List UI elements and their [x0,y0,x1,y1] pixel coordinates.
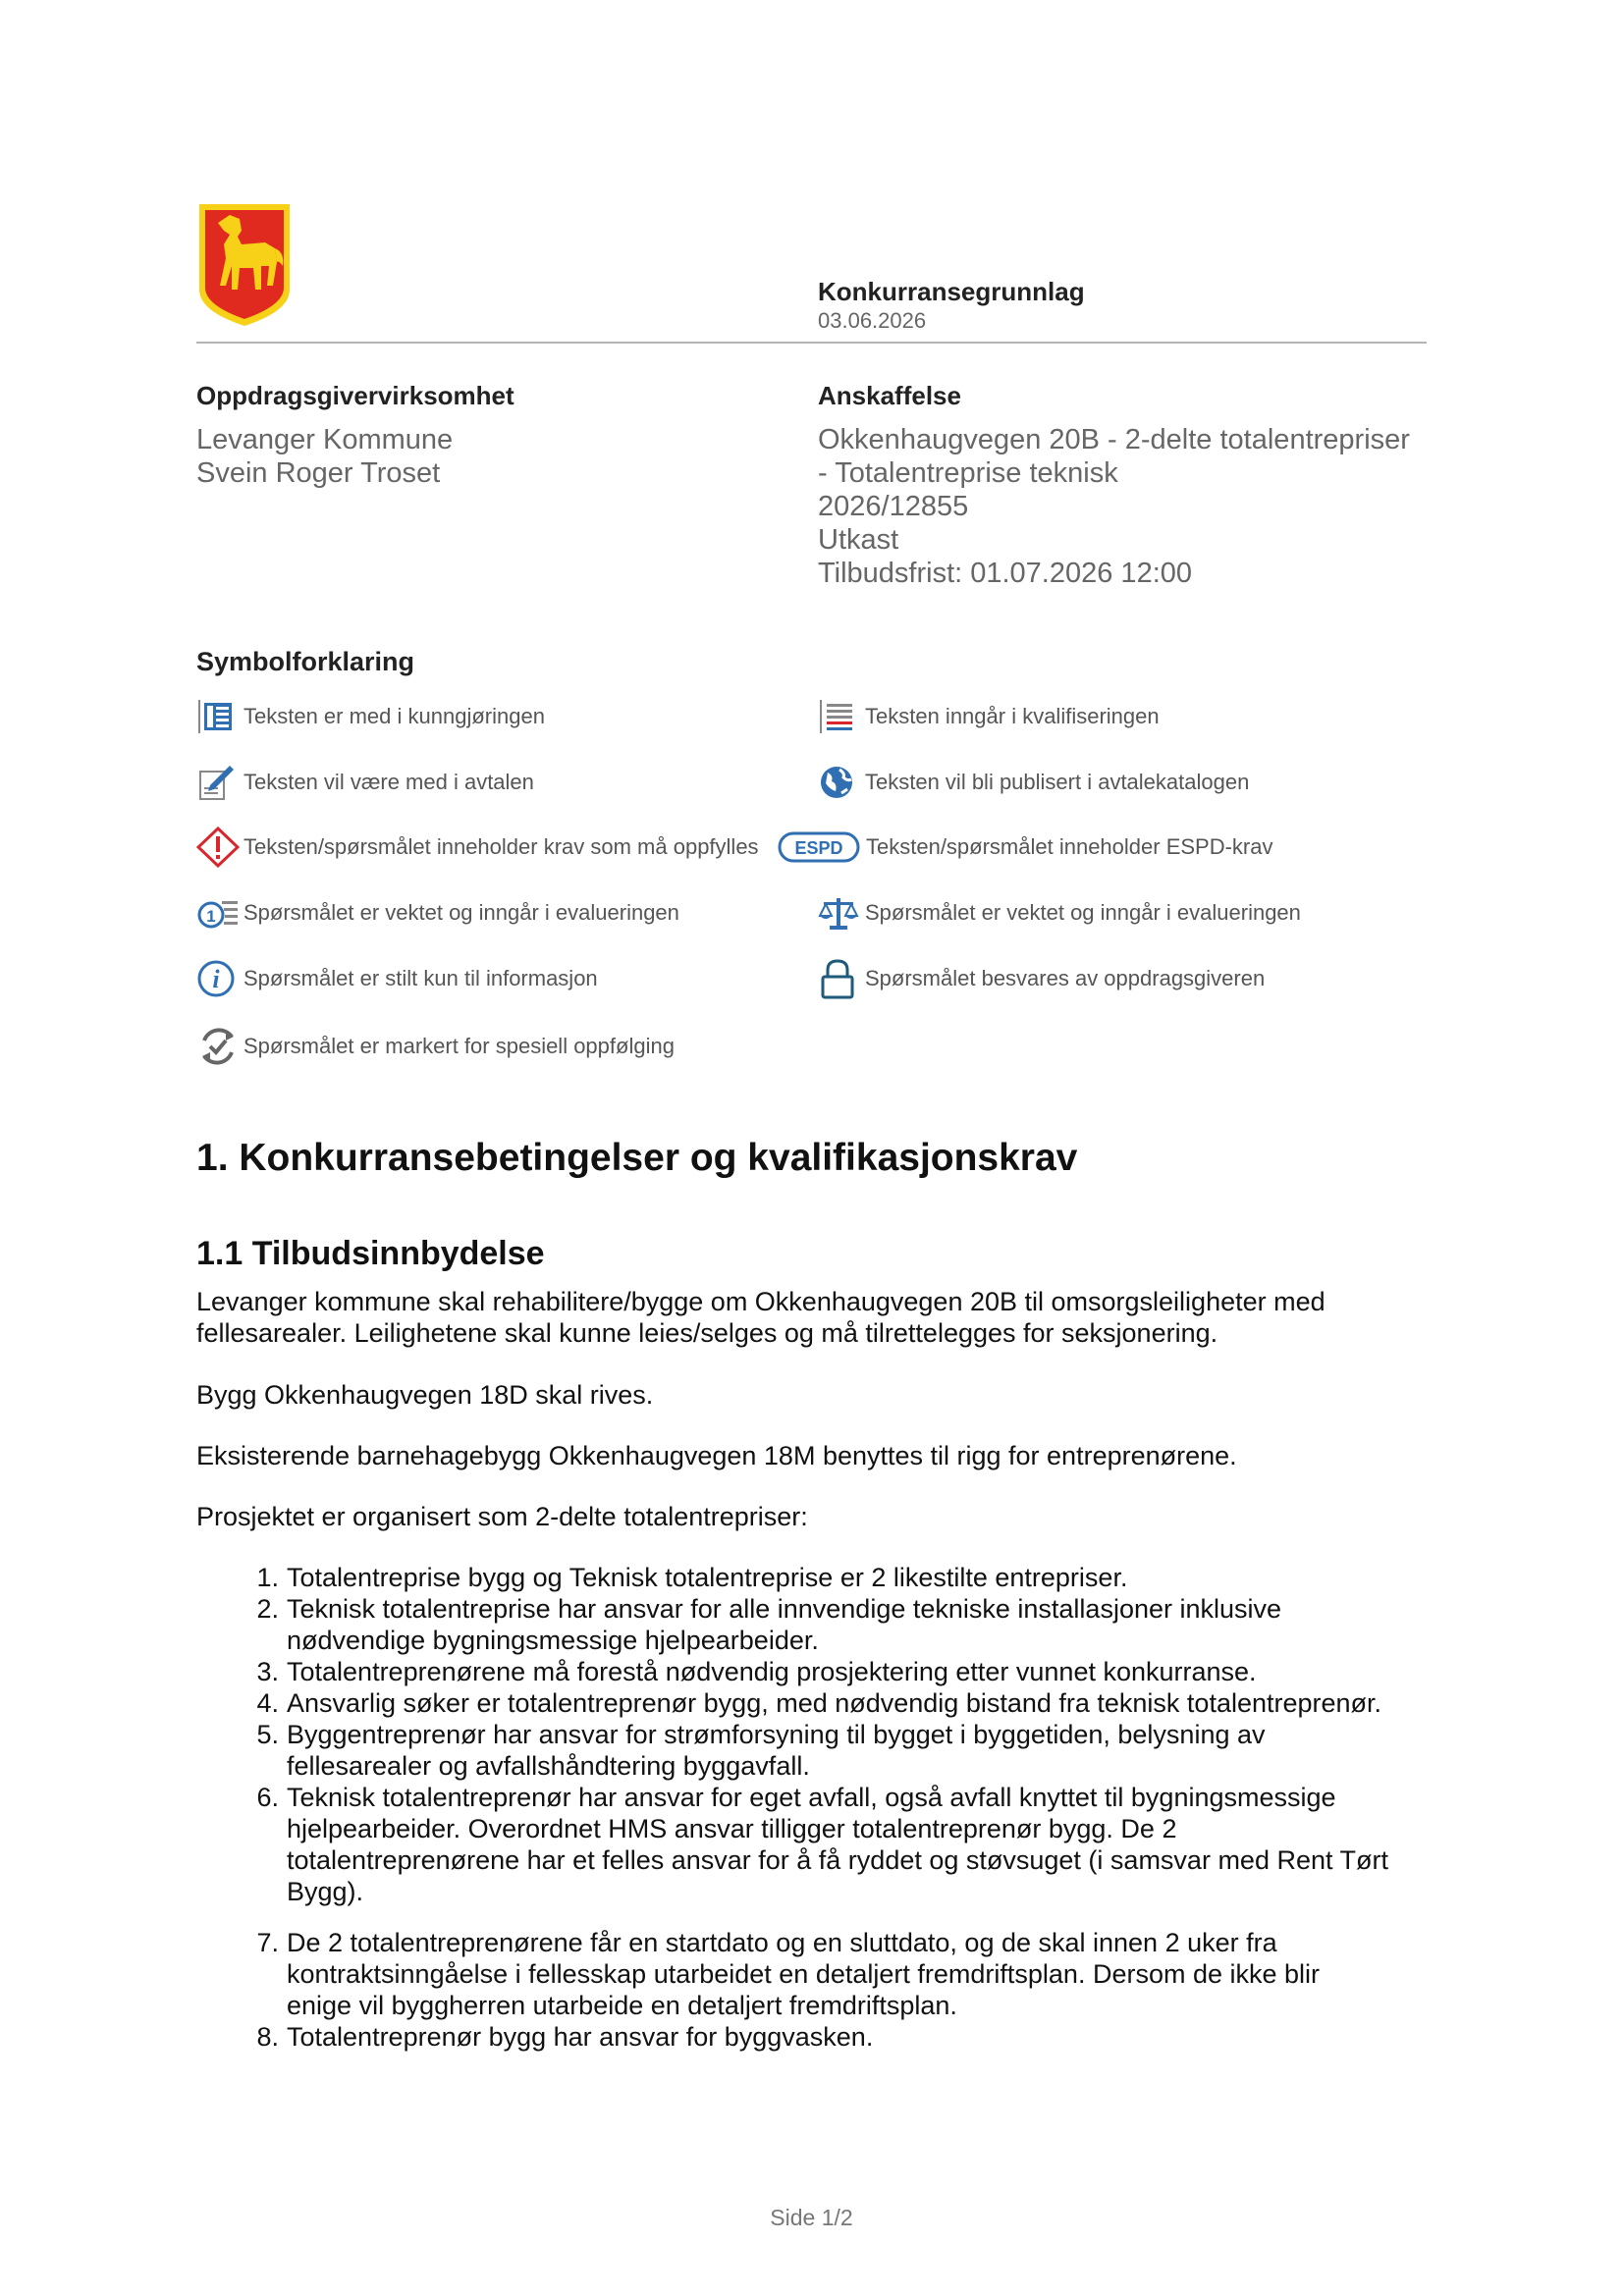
warning-diamond-icon [196,826,243,869]
header-divider [196,342,1427,344]
procurement-name-line-1: Okkenhaugvegen 20B - 2-delte totalentrepriser [818,424,1410,455]
list-item-text: Totalentreprise bygg og Teknisk totalentreprise er 2 likestilte entrepriser. [287,1563,1128,1592]
legend-text: Spørsmålet er stilt kun til informasjon [243,966,598,990]
legend-item-scales [818,891,1301,934]
page-number: Side 1/2 [770,2205,853,2230]
paragraph-demolition [196,1379,1434,1411]
procurement-details [818,423,1410,590]
procurement-status: Utkast [818,524,899,556]
legend-title: Symbolforklaring [196,647,415,676]
list-item [196,1562,1434,1593]
contract-pen-icon [196,761,243,804]
legend-text: Teksten/spørsmålet inneholder krav som må oppfylles [243,834,759,859]
list-item-text: Ansvarlig søker er totalentreprenør bygg, med nødvendig bistand fra teknisk totalentreprenør. [287,1688,1382,1718]
legend-text: Spørsmålet er vektet og inngår i evalueringen [865,900,1301,925]
list-item-text: Totalentreprenørene må forestå nødvendig prosjektering etter vunnet konkurranse. [287,1657,1257,1686]
weighted-list-icon [196,891,243,934]
list-number: 6. [256,1783,279,1812]
svg-text:ESPD: ESPD [794,838,843,858]
list-item-text: Teknisk totalentreprise har ansvar for alle innvendige tekniske installasjoner inklusive nødvendige bygningsmessige hjelpearbeider. [287,1594,1282,1655]
legend-item-contract [196,761,534,804]
info-icon [196,957,243,1000]
follow-up-icon [196,1025,243,1068]
legend-item-lock [818,957,1265,1000]
document-date: 03.06.2026 [818,308,927,333]
scales-icon [818,891,865,934]
paragraph-organisation [196,1501,1434,1532]
legend-item-follow-up [196,1025,675,1068]
procurement-deadline: Tilbudsfrist: 01.07.2026 12:00 [818,558,1193,589]
list-item-text: Teknisk totalentreprenør har ansvar for eget avfall, også avfall knyttet til bygningsmessige hjelpearbeider. Overordnet HMS ansvar tilligger totalentreprenør bygg. De 2 totalentreprenørene har et felles ansvar for å få ryddet og støvsuget (i samsvar med Rent Tørt Bygg). [287,1783,1388,1906]
paragraph-text: Levanger kommune skal rehabilitere/bygge om Okkenhaugvegen 20B til omsorgsleiligheter med fellesarealer. Leilighetene skal kunne leies/selges og må tilrettelegges for seksjonering. [196,1287,1325,1348]
list-number: 3. [256,1657,279,1686]
procurement-label: Anskaffelse [818,381,961,410]
list-item [196,1719,1434,1782]
legend-text: Spørsmålet er markert for spesiell oppfølging [243,1034,675,1058]
legend-text: Teksten vil være med i avtalen [243,770,534,794]
list-item [196,1687,1434,1719]
list-number: 1. [256,1563,279,1592]
list-number: 8. [256,2022,279,2052]
list-item [196,1927,1434,2021]
globe-icon [818,761,865,804]
client-details [196,423,453,490]
legend-text: Teksten inngår i kvalifiseringen [865,704,1160,728]
announcement-icon [196,695,243,738]
paragraph-text: Bygg Okkenhaugvegen 18D skal rives. [196,1380,654,1410]
document-title: Konkurransegrunnlag [818,277,1085,306]
subsection-heading: 1.1 Tilbudsinnbydelse [196,1235,545,1272]
municipality-coat-of-arms-logo [196,201,293,329]
legend-item-requirement [196,826,759,869]
list-item [196,1656,1434,1687]
client-label: Oppdragsgivervirksomhet [196,381,514,410]
list-item-text: Totalentreprenør bygg har ansvar for byggvasken. [287,2022,874,2052]
legend-item-weighted [196,891,679,934]
list-number: 5. [256,1720,279,1749]
paragraph-rig [196,1440,1434,1471]
legend-item-info [196,957,598,1000]
client-contact: Svein Roger Troset [196,457,441,489]
legend-item-qualification [818,695,1160,738]
paragraph-text: Prosjektet er organisert som 2-delte totalentrepriser: [196,1502,808,1531]
legend-item-announcement [196,695,545,738]
numbered-list [196,1562,1434,2053]
procurement-case-number: 2026/12855 [818,491,969,522]
list-item [196,2021,1434,2053]
espd-badge-icon [778,826,866,869]
legend-text: Teksten vil bli publisert i avtalekatalogen [865,770,1250,794]
list-number: 2. [256,1594,279,1624]
list-number: 4. [256,1688,279,1718]
client-name: Levanger Kommune [196,424,454,455]
svg-text:1: 1 [206,907,216,926]
lock-icon [818,957,865,1000]
legend-item-catalogue [818,761,1249,804]
legend-text: Teksten er med i kunngjøringen [243,704,545,728]
list-item [196,1593,1434,1656]
list-item-text: De 2 totalentreprenørene får en startdato og en sluttdato, og de skal innen 2 uker fra kontraktsinngåelse i fellesskap utarbeidet en detaljert fremdriftsplan. Dersom de ikke blir enige vil byggherren utarbeide en detaljert fremdriftsplan. [287,1928,1321,2020]
legend-text: Spørsmålet besvares av oppdragsgiveren [865,966,1266,990]
legend-item-espd [778,826,1273,869]
list-item [196,1782,1434,1907]
section-heading: 1. Konkurransebetingelser og kvalifikasjonskrav [196,1137,1078,1179]
procurement-name-line-2: - Totalentreprise teknisk [818,457,1118,489]
legend-text: Teksten/spørsmålet inneholder ESPD-krav [866,834,1273,859]
qualification-list-icon [818,695,865,738]
paragraph-text: Eksisterende barnehagebygg Okkenhaugvegen 18M benyttes til rigg for entreprenørene. [196,1441,1237,1470]
paragraph-intro [196,1286,1434,1349]
list-item-text: Byggentreprenør har ansvar for strømforsyning til bygget i byggetiden, belysning av fellesarealer og avfallshåndtering byggavfall. [287,1720,1266,1781]
svg-text:i: i [212,965,220,993]
document-header [818,276,1085,335]
legend-text: Spørsmålet er vektet og inngår i evalueringen [243,900,679,925]
list-number: 7. [256,1928,279,1957]
